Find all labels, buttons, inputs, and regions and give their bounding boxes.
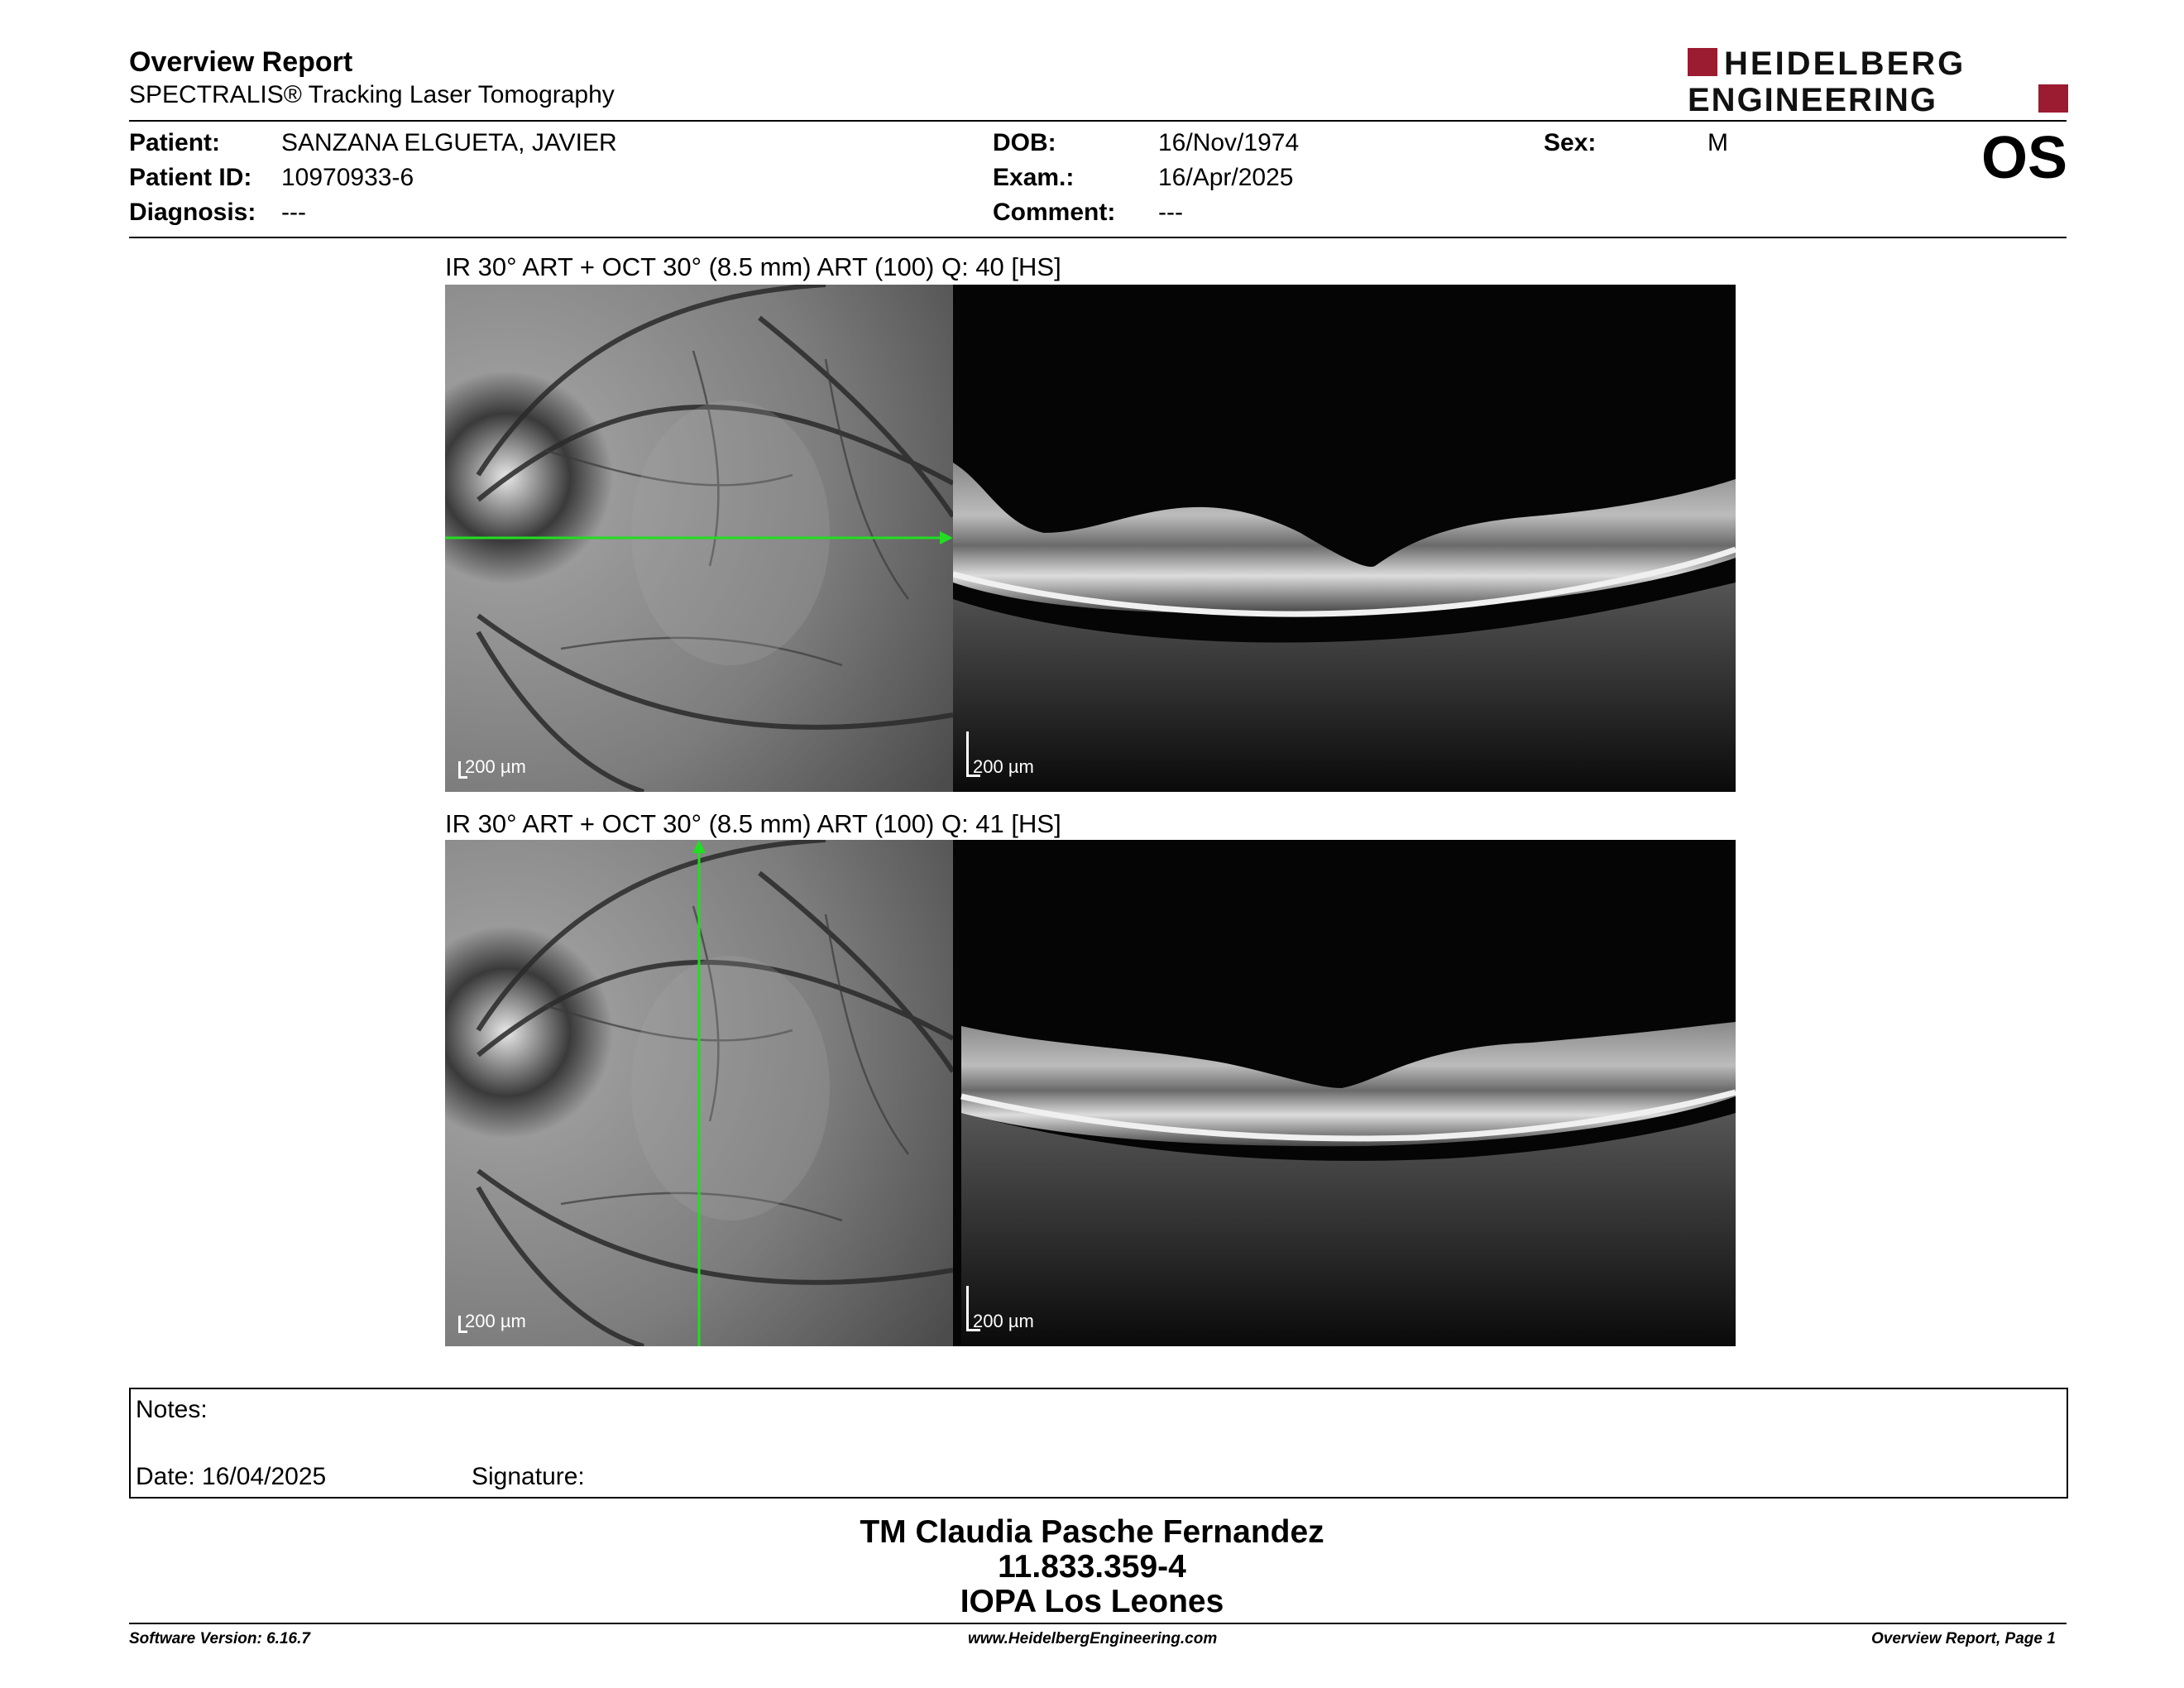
comment-label: Comment: [993,199,1116,226]
scan-1-scan-line [445,285,953,792]
signatory-name: TM Claudia Pasche Fernandez [860,1514,1324,1550]
scan-1-fundus-image [445,285,953,792]
signature-label: Signature: [472,1463,585,1490]
patient-id-label: Patient ID: [129,164,252,191]
scan-2-oct-bscan [953,840,1736,1346]
notes-box[interactable] [129,1388,2068,1499]
scan-1-oct-bscan [953,285,1736,792]
header-divider [129,120,2067,122]
dob-label: DOB: [993,129,1056,156]
exam-value: 16/Apr/2025 [1158,164,1294,191]
scan-1-fundus-scale-label: 200 µm [465,756,526,777]
dob-value: 16/Nov/1974 [1158,129,1300,156]
heidelberg-logo [1688,45,2068,117]
patient-divider [129,237,2067,238]
report-title: Overview Report [129,46,353,78]
diagnosis-value: --- [281,199,306,226]
logo-square-bottom [2038,84,2068,113]
notes-label: Notes: [136,1396,208,1423]
patient-label: Patient: [129,129,221,156]
signatory-id: 11.833.359-4 [998,1549,1186,1585]
comment-value: --- [1158,199,1183,226]
sex-label: Sex: [1544,129,1597,156]
logo-text-line2: ENGINEERING [1688,82,1938,117]
scan-2-fundus-image [445,840,953,1346]
scan-2-scan-line [445,840,953,1346]
patient-name: SANZANA ELGUETA, JAVIER [281,129,617,156]
notes-date: Date: 16/04/2025 [136,1463,327,1490]
signatory-institution: IOPA Los Leones [960,1584,1224,1619]
website-link[interactable]: www.HeidelbergEngineering.com [968,1630,1218,1647]
diagnosis-label: Diagnosis: [129,199,256,226]
scan-2-caption: IR 30° ART + OCT 30° (8.5 mm) ART (100) Q: 41 [HS] [445,809,1061,838]
report-subtitle: SPECTRALIS® Tracking Laser Tomography [129,81,615,108]
scan-1-oct-scale-label: 200 µm [973,756,1034,777]
exam-label: Exam.: [993,164,1075,191]
software-version: Software Version: 6.16.7 [129,1630,310,1647]
scan-2-oct-scale-label: 200 µm [973,1311,1034,1331]
logo-square-top [1688,48,1717,76]
patient-id: 10970933-6 [281,164,414,191]
scan-1-caption: IR 30° ART + OCT 30° (8.5 mm) ART (100) Q: 40 [HS] [445,252,1061,281]
scan-2-fundus-scale-label: 200 µm [465,1311,526,1331]
footer-divider [129,1623,2067,1624]
logo-text-line1: HEIDELBERG [1724,46,1966,82]
eye-label: OS [1981,125,2068,191]
page-number: Overview Report, Page 1 [1871,1630,2056,1647]
sex-value: M [1707,129,1728,156]
